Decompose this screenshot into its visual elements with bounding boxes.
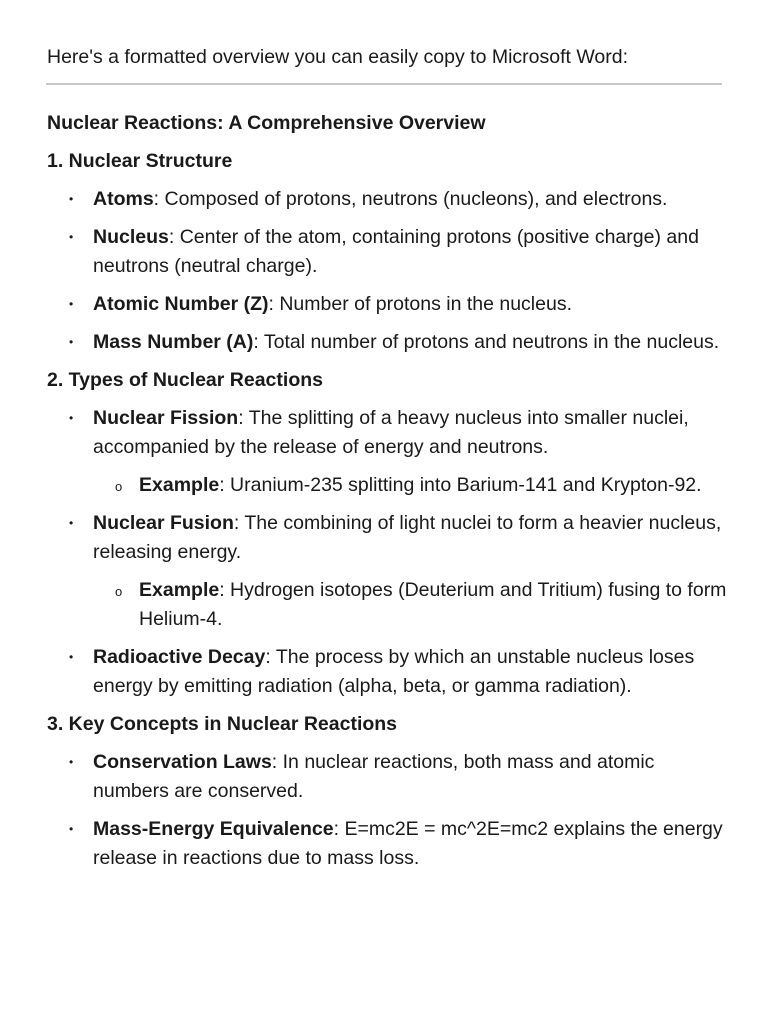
section-heading-types-of-reactions: 2. Types of Nuclear Reactions: [47, 369, 323, 391]
divider: [46, 83, 722, 85]
definition-atomic-number: : Number of protons in the nucleus.: [268, 293, 572, 315]
list-item: [47, 643, 727, 701]
list-item: [47, 509, 727, 634]
bullet-icon: •: [69, 411, 74, 425]
sub-bullet-icon: o: [115, 479, 123, 494]
definition-mass-energy-equivalence: : E=mc2E = mc^2E=mc2 explains the energy release in reactions due to mass loss.: [93, 818, 723, 869]
list-item: [47, 328, 727, 357]
term-nuclear-fusion: Nuclear Fusion: [93, 512, 234, 534]
bullet-icon: •: [69, 822, 74, 836]
list-types-of-reactions: [47, 404, 727, 701]
bullet-icon: •: [69, 192, 74, 206]
term-atomic-number: Atomic Number (Z): [93, 293, 269, 315]
list-item: [47, 290, 727, 319]
bullet-icon: •: [69, 297, 74, 311]
term-mass-number: Mass Number (A): [93, 331, 254, 353]
bullet-icon: •: [69, 516, 74, 530]
definition-nucleus: : Center of the atom, containing protons (positive charge) and neutrons (neutral charge).: [93, 226, 699, 277]
term-example-fission: Example: [139, 474, 220, 496]
intro-text: Here's a formatted overview you can easily copy to Microsoft Word:: [47, 46, 629, 68]
section-heading-key-concepts: 3. Key Concepts in Nuclear Reactions: [47, 713, 398, 735]
example-fusion-text: : Hydrogen isotopes (Deuterium and Tritium) fusing to form Helium-4.: [139, 579, 727, 630]
term-radioactive-decay: Radioactive Decay: [93, 646, 266, 668]
document-content: [47, 109, 727, 882]
section-heading-nuclear-structure: 1. Nuclear Structure: [47, 150, 233, 172]
sub-list-item: [93, 471, 727, 500]
list-nuclear-structure: [47, 185, 727, 357]
bullet-icon: •: [69, 230, 74, 244]
bullet-icon: •: [69, 755, 74, 769]
sub-bullet-icon: o: [115, 584, 123, 599]
sub-list-fission: [93, 471, 727, 500]
list-item: [47, 404, 727, 500]
sub-list-fusion: [93, 576, 727, 634]
term-nucleus: Nucleus: [93, 226, 169, 248]
bullet-icon: •: [69, 650, 74, 664]
definition-mass-number: : Total number of protons and neutrons in the nucleus.: [253, 331, 720, 353]
definition-nuclear-fission: : The splitting of a heavy nucleus into smaller nuclei, accompanied by the release of energy and neutrons.: [93, 407, 689, 458]
document-title: Nuclear Reactions: A Comprehensive Overview: [47, 112, 486, 134]
list-item: [47, 223, 727, 281]
term-mass-energy-equivalence: Mass-Energy Equivalence: [93, 818, 334, 840]
list-item: [47, 185, 727, 214]
definition-atoms: : Composed of protons, neutrons (nucleons), and electrons.: [153, 188, 668, 210]
list-item: [47, 748, 727, 806]
term-example-fusion: Example: [139, 579, 220, 601]
term-conservation-laws: Conservation Laws: [93, 751, 272, 773]
definition-nuclear-fusion: : The combining of light nuclei to form a heavier nucleus, releasing energy.: [93, 512, 722, 563]
list-item: [47, 815, 727, 873]
definition-radioactive-decay: : The process by which an unstable nucleus loses energy by emitting radiation (alpha, beta, or gamma radiation).: [93, 646, 695, 697]
sub-list-item: [93, 576, 727, 634]
example-fission-text: : Uranium-235 splitting into Barium-141 and Krypton-92.: [219, 474, 702, 496]
bullet-icon: •: [69, 335, 74, 349]
term-atoms: Atoms: [93, 188, 154, 210]
list-key-concepts: [47, 748, 727, 873]
definition-conservation-laws: : In nuclear reactions, both mass and atomic numbers are conserved.: [93, 751, 655, 802]
term-nuclear-fission: Nuclear Fission: [93, 407, 239, 429]
